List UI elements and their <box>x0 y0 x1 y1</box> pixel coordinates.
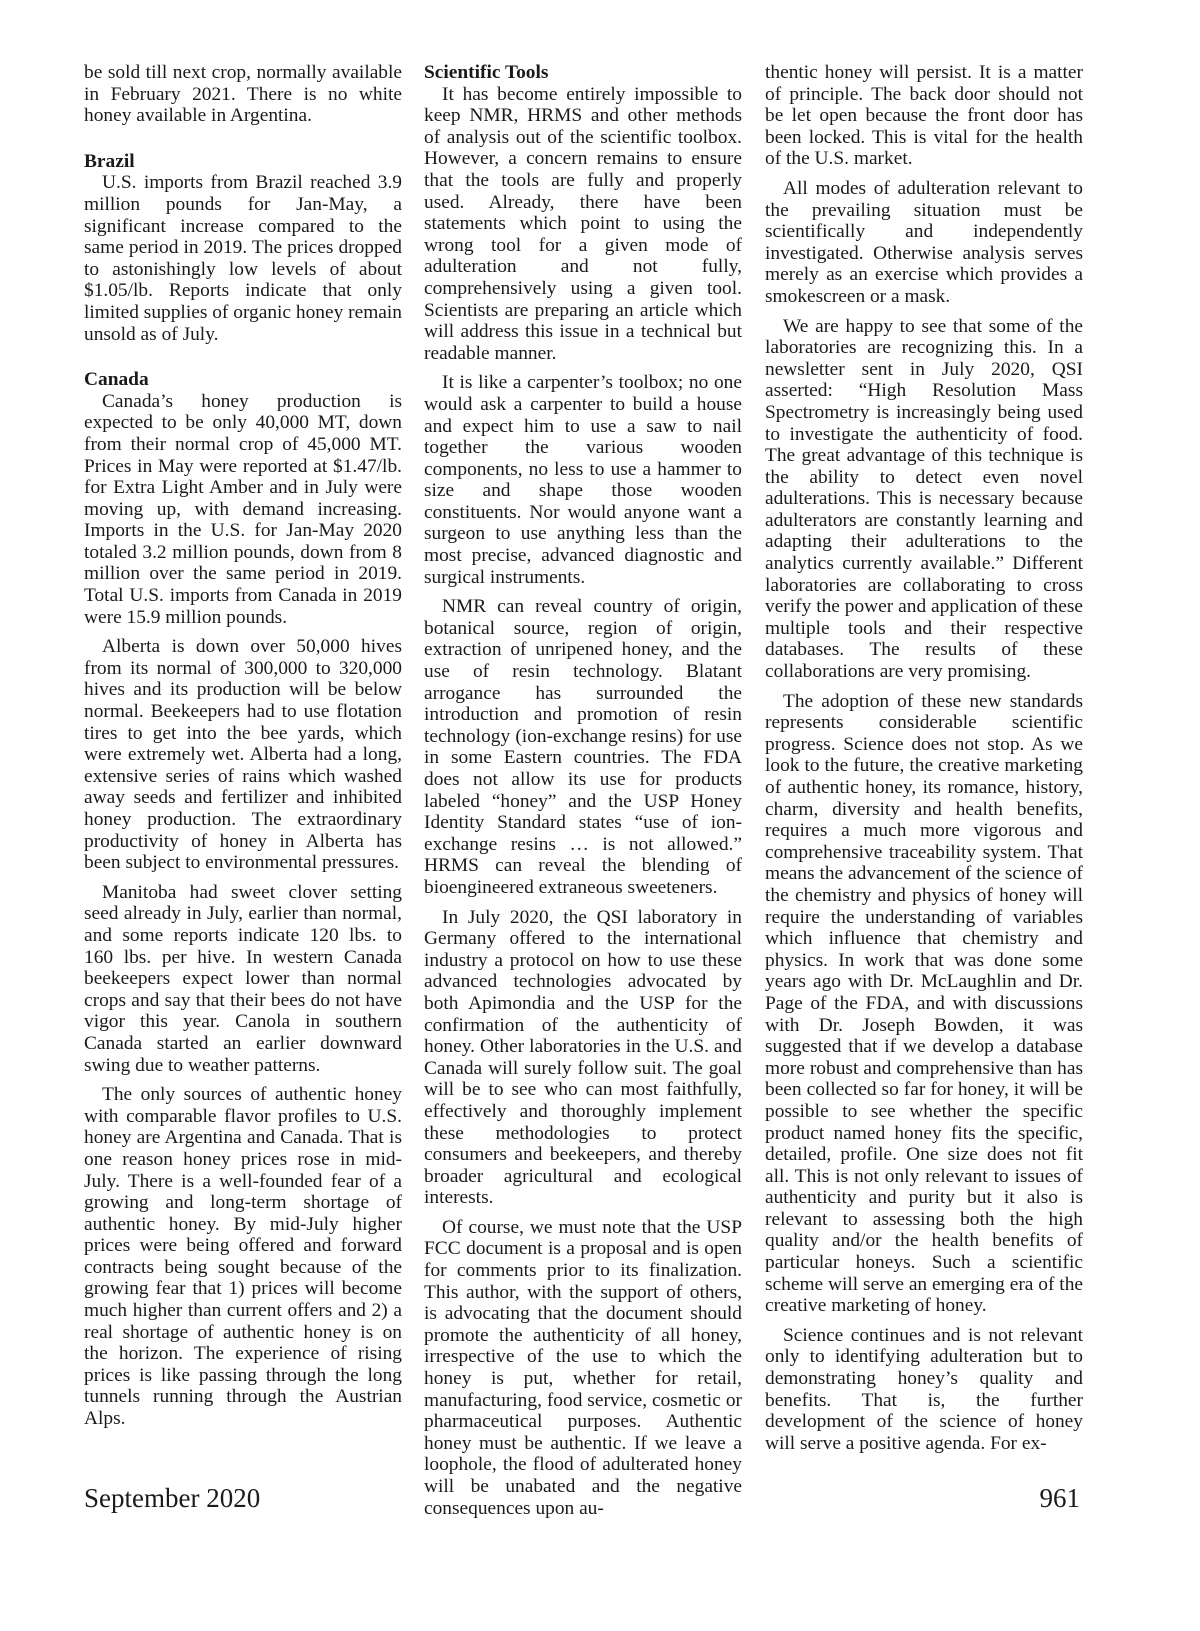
article-column-1 <box>84 62 402 1438</box>
paragraph: U.S. imports from Brazil reached 3.9 million pounds for Jan-May, a significant increase compared to the same period in 2019. The prices dropped to astonishingly low levels of about $1.05/lb. Reports indicate that only limited supplies of organic honey remain unsold as of July. <box>84 172 402 345</box>
paragraph: Alberta is down over 50,000 hives from its normal of 300,000 to 320,000 hives and its production will be below normal. Beekeepers had to use flotation tires to get into the bee yards, which were extremely wet. Alberta had a long, extensive series of rains which washed away seeds and fertilizer and inhibited honey production. The extraordinary productivity of honey in Alberta has been subject to environmental pressures. <box>84 636 402 874</box>
paragraph: We are happy to see that some of the laboratories are recognizing this. In a newsletter sent in July 2020, QSI asserted: “High Resolution Mass Spectrometry is increasingly being used to investigate the authenticity of food. The great advantage of this technique is the ability to detect even novel adulterations. This is necessary because adulterators are constantly learning and adapting their adulterations to the analytics currently available.” Different laboratories are collaborating to cross verify the power and application of these multiple tools and their respective databases. The results of these collaborations are very promising. <box>765 315 1083 683</box>
article-column-2 <box>424 62 742 1527</box>
paragraph: thentic honey will persist. It is a matter of principle. The back door should not be let open because the front door has been locked. This is vital for the health of the U.S. market. <box>765 62 1083 170</box>
paragraph: be sold till next crop, normally available in February 2021. There is no white honey available in Argentina. <box>84 62 402 127</box>
paragraph: Canada’s honey production is expected to be only 40,000 MT, down from their normal crop of 45,000 MT. Prices in May were reported at $1.47/lb. for Extra Light Amber and in July were moving up, with demand increasing. Imports in the U.S. for Jan-May 2020 totaled 3.2 million pounds, down from 8 million over the same period in 2019. Total U.S. imports from Canada in 2019 were 15.9 million pounds. <box>84 390 402 628</box>
paragraph: In July 2020, the QSI laboratory in Germany offered to the international industry a protocol on how to use these advanced technologies advocated by both Apimondia and the USP for the confirmation of the authenticity of honey. Other laboratories in the U.S. and Canada will surely follow suit. The goal will be to see who can most faithfully, effectively and thoroughly implement these methodologies to protect consumers and beekeepers, and thereby broader agricultural and ecological interests. <box>424 906 742 1209</box>
article-column-3 <box>765 62 1083 1462</box>
section-heading-scientific-tools: Scientific Tools <box>424 62 549 83</box>
footer-issue-date: September 2020 <box>84 1483 261 1513</box>
paragraph: All modes of adulteration relevant to the prevailing situation must be scientifically and independently investigated. Otherwise analysis serves merely as an exercise which provides a smokescreen or a mask. <box>765 177 1083 307</box>
paragraph: Manitoba had sweet clover setting seed already in July, earlier than normal, and some reports indicate 120 lbs. to 160 lbs. per hive. In western Canada beekeepers expect lower than normal crops and say that their bees do not have vigor this year. Canola in southern Canada started an earlier downward swing due to weather patterns. <box>84 881 402 1076</box>
paragraph: The only sources of authentic honey with comparable flavor profiles to U.S. honey are Argentina and Canada. That is one reason honey prices rose in mid-July. There is a well-founded fear of a growing and long-term shortage of authentic honey. By mid-July higher prices were being offered and forward contracts being sought because of the growing fear that 1) prices will become much higher than current offers and 2) a real shortage of authentic honey is on the horizon. The experience of rising prices is like passing through the long tunnels running through the Austrian Alps. <box>84 1084 402 1430</box>
paragraph: It has become entirely impossible to keep NMR, HRMS and other methods of analysis out of the scientific toolbox. However, a concern remains to ensure that the tools are fully and properly used. Already, there have been statements which point to using the wrong tool for a given mode of adulteration and not fully, comprehensively using a given tool. Scientists are preparing an article which will address this issue in a technical but readable manner. <box>424 83 742 364</box>
paragraph: It is like a carpenter’s toolbox; no one would ask a carpenter to build a house and expect him to use a saw to nail together the various wooden components, no less to use a hammer to size and shape those wooden constituents. Nor would anyone want a surgeon to use anything less than the most precise, advanced diagnostic and surgical instruments. <box>424 372 742 588</box>
footer-page-number: 961 <box>1039 1483 1080 1513</box>
section-heading-canada: Canada <box>84 369 149 391</box>
section-heading-brazil: Brazil <box>84 150 135 172</box>
paragraph: The adoption of these new standards represents considerable scientific progress. Science does not stop. As we look to the future, the creative marketing of authentic honey, its romance, history, charm, diversity and health benefits, requires a much more vigorous and comprehensive traceability system. That means the advancement of the science of the chemistry and physics of honey will require the understanding of variables which influence that chemistry and physics. In work that was done some years ago with Dr. McLaughlin and Dr. Page of the FDA, and with discussions with Dr. Joseph Bowden, it was suggested that if we develop a database more robust and comprehensive than has been collected so far for honey, it will be possible to see whether the specific product named honey fits the specific, detailed, profile. One size does not fit all. This is not only relevant to issues of authenticity and purity but it also is relevant to assessing both the high quality and/or the health benefits of particular honeys. Such a scientific scheme will serve an emerging era of the creative marketing of honey. <box>765 690 1083 1317</box>
paragraph: Of course, we must note that the USP FCC document is a proposal and is open for comments prior to its finalization. This author, with the support of others, is advocating that the document should promote the authenticity of all honey, irrespective of the use to which the honey is put, whether for retail, manufacturing, food service, cosmetic or pharmaceutical purposes. Authentic honey must be authentic. If we leave a loophole, the flood of adulterated honey will be unabated and the negative consequences upon au- <box>424 1216 742 1519</box>
paragraph: NMR can reveal country of origin, botanical source, region of origin, extraction of unripened honey, and the use of resin technology. Blatant arrogance has surrounded the introduction and promotion of resin technology (ion-exchange resins) for use in some Eastern countries. The FDA does not allow its use for products labeled “honey” and the USP Honey Identity Standard states “use of ion-exchange resins … is not allowed.” HRMS can reveal the blending of bioengineered extraneous sweeteners. <box>424 596 742 898</box>
paragraph: Science continues and is not relevant only to identifying adulteration but to demonstrating honey’s quality and benefits. That is, the further development of the science of honey will serve a positive agenda. For ex- <box>765 1324 1083 1454</box>
